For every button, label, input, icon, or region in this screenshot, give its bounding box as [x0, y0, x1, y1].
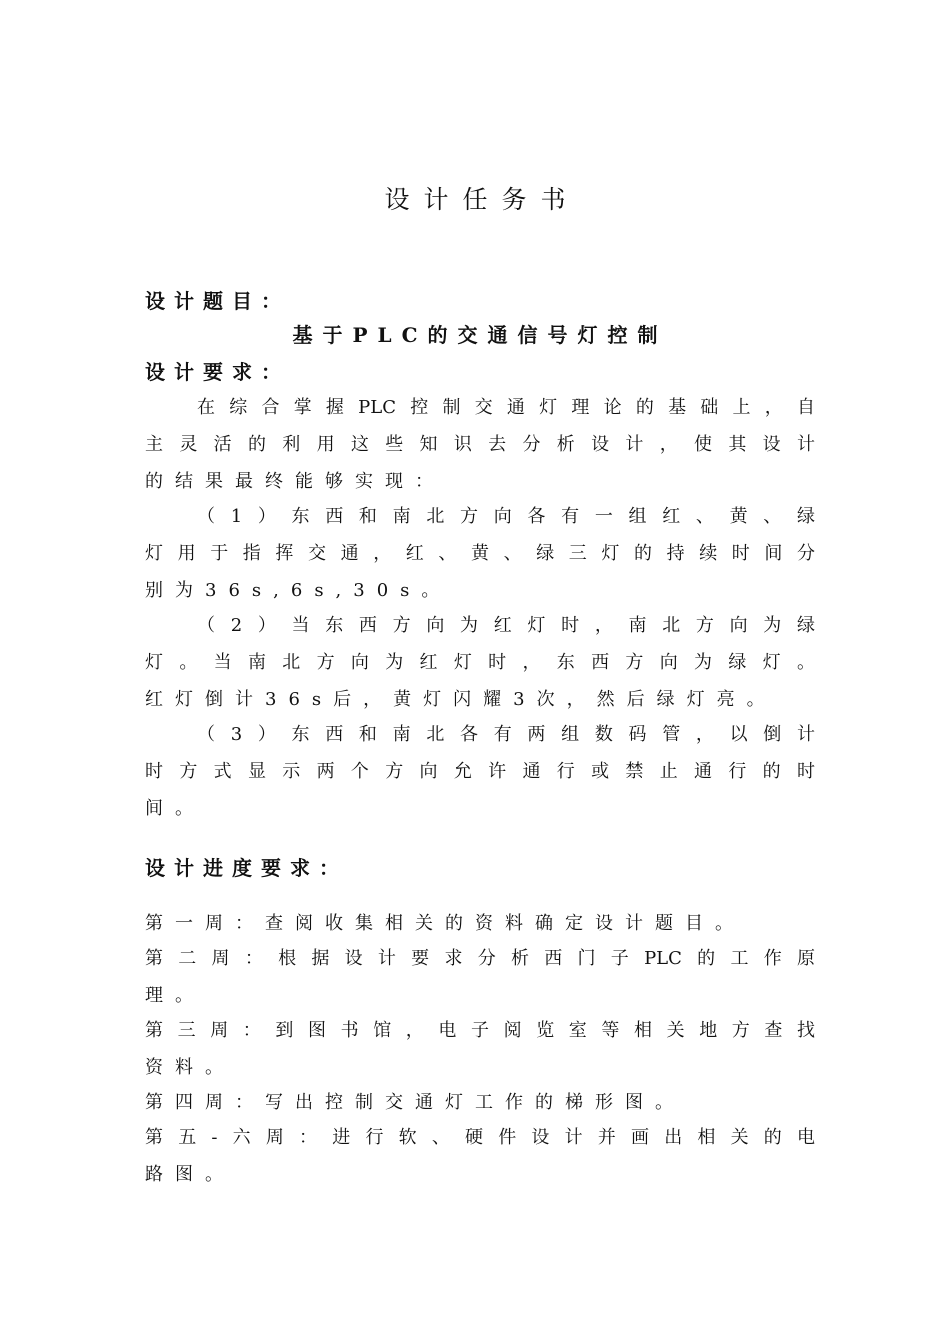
schedule-line: 第三周：到图书馆，电子阅览室等相关地方查找	[145, 1020, 815, 1041]
schedule-line: 第四周：写出控制交通灯工作的梯形图。	[145, 1092, 685, 1113]
requirements-line: 别为36s,6s,30s。	[145, 580, 452, 601]
requirements-line: （2）当东西方向为红灯时，南北方向为绿	[197, 615, 815, 636]
requirements-line: 红灯倒计36s后，黄灯闪耀3次，然后绿灯亮。	[145, 689, 777, 710]
requirements-line: （3）东西和南北各有两组数码管，以倒计	[197, 724, 815, 745]
requirements-line: 在综合掌握PLC控制交通灯理论的基础上，自	[197, 397, 815, 418]
document-title: 设计任务书	[384, 185, 580, 214]
requirements-line: 的结果最终能够实现：	[145, 471, 445, 492]
requirements-line: 间。	[145, 798, 205, 819]
schedule-line: 理。	[145, 985, 205, 1006]
schedule-line: 第二周：根据设计要求分析西门子PLC的工作原	[145, 948, 815, 969]
schedule-heading: 设计进度要求：	[145, 856, 348, 880]
schedule-line: 第五-六周：进行软、硬件设计并画出相关的电	[145, 1127, 815, 1148]
schedule-line: 资料。	[145, 1057, 235, 1078]
requirements-line: 时方式显示两个方向允许通行或禁止通行的时	[145, 761, 815, 782]
requirements-line: 灯用于指挥交通，红、黄、绿三灯的持续时间分	[145, 543, 815, 564]
design-topic: 基于PLC的交通信号灯控制	[292, 323, 668, 347]
design-topic-heading: 设计题目：	[145, 289, 290, 313]
requirements-line: 灯。当南北方向为红灯时，东西方向为绿灯。	[145, 652, 815, 673]
design-requirements-heading: 设计要求：	[145, 360, 290, 384]
requirements-line: 主灵活的利用这些知识去分析设计，使其设计	[145, 434, 815, 455]
schedule-line: 路图。	[145, 1164, 235, 1185]
schedule-line: 第一周：查阅收集相关的资料确定设计题目。	[145, 913, 745, 934]
requirements-line: （1）东西和南北方向各有一组红、黄、绿	[197, 506, 815, 527]
